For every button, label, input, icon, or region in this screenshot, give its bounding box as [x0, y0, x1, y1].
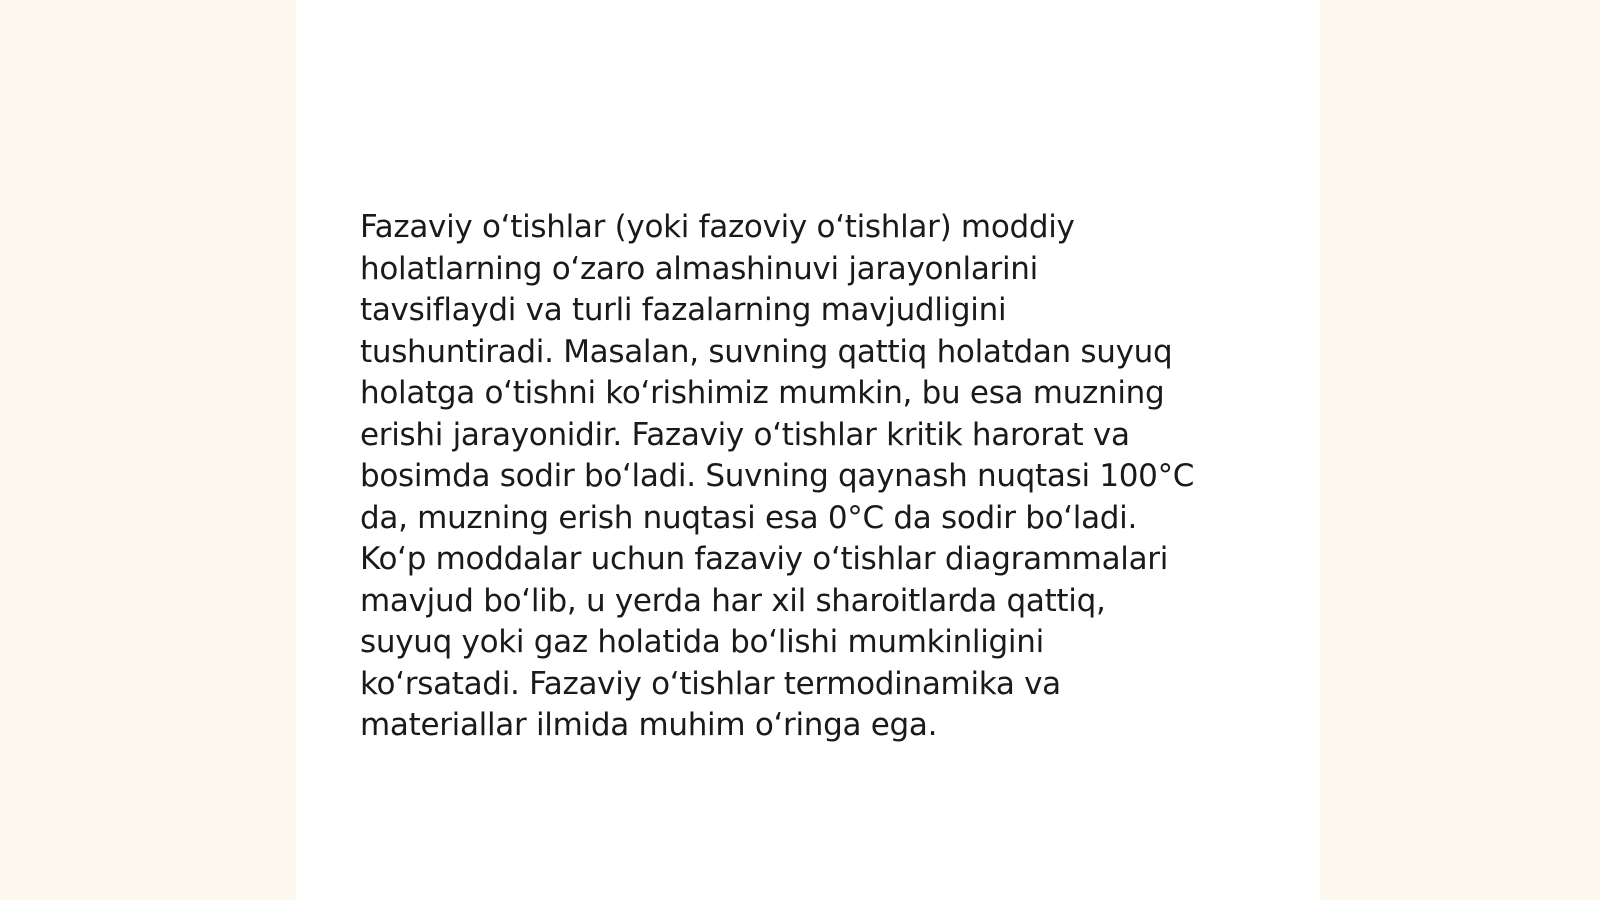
body-paragraph: Fazaviy o‘tishlar (yoki fazoviy o‘tishlar) moddiy holatlarning o‘zaro almashinuvi jarayonlarini tavsiflaydi va turli fazalarning mavjudligini tushuntiradi. Masalan, suvning qattiq holatdan suyuq holatga o‘tishni ko‘rishimiz mumkin, bu esa muzning erishi jarayonidir. Fazaviy o‘tishlar kritik harorat va bosimda sodir bo‘ladi. Suvning qaynash nuqtasi 100°C da, muzning erish nuqtasi esa 0°C da sodir bo‘ladi. Ko‘p moddalar uchun fazaviy o‘tishlar diagrammalari mavjud bo‘lib, u yerda har xil sharoitlarda qattiq, suyuq yoki gaz holatida bo‘lishi mumkinligini ko‘rsatadi. Fazaviy o‘tishlar termodinamika va materiallar ilmida muhim o‘ringa ega.	[360, 209, 1195, 743]
document-page	[296, 0, 1320, 900]
